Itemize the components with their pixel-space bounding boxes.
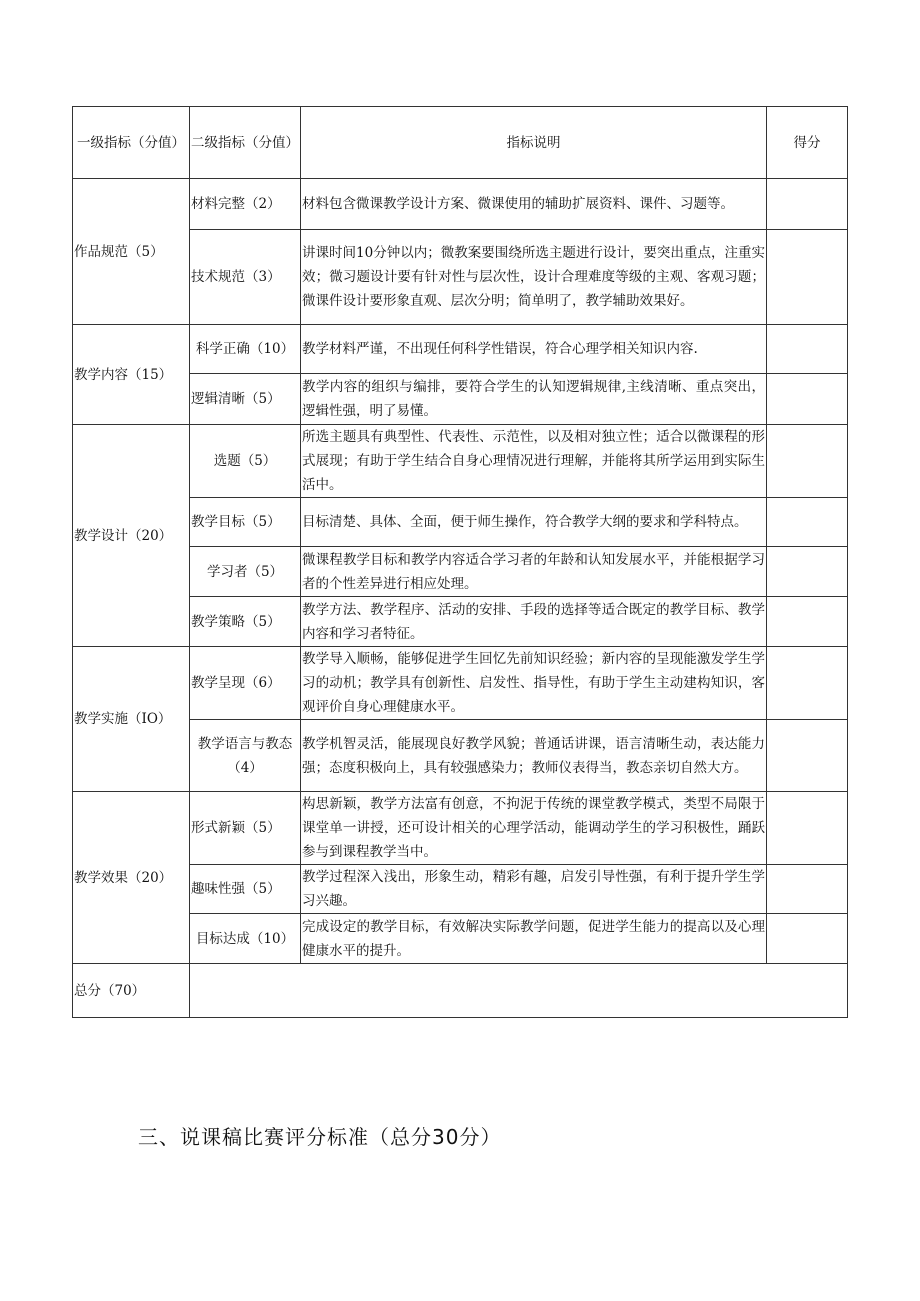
description-cell: 材料包含微课教学设计方案、微课使用的辅助扩展资料、课件、习题等。 [301,179,767,230]
header-score: 得分 [767,107,848,179]
score-input-cell[interactable] [767,597,848,647]
description-cell: 教学机智灵活，能展现良好教学风貌；普通话讲课，语言清晰生动，表达能力强；态度积极向上，具有较强感染力；教师仪表得当，教态亲切自然大方。 [301,720,767,792]
table-row [73,179,848,230]
description-cell: 目标清楚、具体、全面，便于师生操作，符合教学大纲的要求和学科特点。 [301,498,767,547]
level2-cell: 选题（5） [190,425,301,498]
score-input-cell[interactable] [767,374,848,425]
score-input-cell[interactable] [767,230,848,325]
score-input-cell[interactable] [767,792,848,865]
level2-cell: 技术规范（3） [190,230,301,325]
level1-cell: 教学实施（IO） [73,647,190,792]
description-cell: 教学方法、教学程序、活动的安排、手段的选择等适合既定的教学目标、教学内容和学习者特征。 [301,597,767,647]
level1-cell: 作品规范（5） [73,179,190,325]
level2-cell: 逻辑清晰（5） [190,374,301,425]
description-cell: 微课程教学目标和教学内容适合学习者的年龄和认知发展水平，并能根据学习者的个性差异进行相应处理。 [301,547,767,597]
score-input-cell[interactable] [767,914,848,964]
description-cell: 教学过程深入浅出，形象生动，精彩有趣，启发引导性强，有利于提升学生学习兴趣。 [301,865,767,914]
level2-cell: 教学策略（5） [190,597,301,647]
scoring-table [72,106,848,1018]
description-cell: 所选主题具有典型性、代表性、示范性，以及相对独立性；适合以微课程的形式展现；有助于学生结合自身心理情况进行理解，并能将其所学运用到实际生活中。 [301,425,767,498]
table-row [73,647,848,720]
header-level1: 一级指标（分值） [73,107,190,179]
level2-cell: 教学语言与教态（4） [190,720,301,792]
table-row [73,374,848,425]
level2-cell: 材料完整（2） [190,179,301,230]
score-input-cell[interactable] [767,425,848,498]
table-row [73,425,848,498]
level2-cell: 教学目标（5） [190,498,301,547]
score-input-cell[interactable] [767,547,848,597]
description-cell: 教学内容的组织与编排，要符合学生的认知逻辑规律,主线清晰、重点突出，逻辑性强，明了易懂。 [301,374,767,425]
total-label: 总分（70） [73,964,190,1018]
description-cell: 讲课时间10分钟以内；微教案要围绕所选主题进行设计，要突出重点，注重实效；微习题设计要有针对性与层次性，设计合理难度等级的主观、客观习题；微课件设计要形象直观、层次分明；简单明了，教学辅助效果好。 [301,230,767,325]
level2-cell: 教学呈现（6） [190,647,301,720]
header-row [73,107,848,179]
total-row [73,964,848,1018]
section-title: 三、说课稿比赛评分标准（总分30分） [138,1125,502,1149]
score-input-cell[interactable] [767,325,848,374]
table-row [73,597,848,647]
table-row [73,865,848,914]
level2-cell: 学习者（5） [190,547,301,597]
level1-cell: 教学内容（15） [73,325,190,425]
level2-cell: 目标达成（10） [190,914,301,964]
score-input-cell[interactable] [767,647,848,720]
level2-cell: 形式新颖（5） [190,792,301,865]
table-row [73,230,848,325]
description-cell: 构思新颖，教学方法富有创意，不拘泥于传统的课堂教学模式，类型不局限于课堂单一讲授，还可设计相关的心理学活动，能调动学生的学习积极性，踊跃参与到课程教学当中。 [301,792,767,865]
table-row [73,325,848,374]
description-cell: 教学材料严谨，不出现任何科学性错误，符合心理学相关知识内容. [301,325,767,374]
level1-cell: 教学效果（20） [73,792,190,964]
header-description: 指标说明 [301,107,767,179]
header-level2: 二级指标（分值） [190,107,301,179]
table-row [73,498,848,547]
score-input-cell[interactable] [767,179,848,230]
table-row [73,720,848,792]
level2-cell: 科学正确（10） [190,325,301,374]
description-cell: 完成设定的教学目标，有效解决实际教学问题，促进学生能力的提高以及心理健康水平的提升。 [301,914,767,964]
table-row [73,547,848,597]
description-cell: 教学导入顺畅，能够促进学生回忆先前知识经验；新内容的呈现能激发学生学习的动机；教学具有创新性、启发性、指导性，有助于学生主动建构知识，客观评价自身心理健康水平。 [301,647,767,720]
score-input-cell[interactable] [767,865,848,914]
table-row [73,792,848,865]
score-input-cell[interactable] [767,720,848,792]
level2-cell: 趣味性强（5） [190,865,301,914]
table-row [73,914,848,964]
total-score-cell[interactable] [190,964,848,1018]
level1-cell: 教学设计（20） [73,425,190,647]
score-input-cell[interactable] [767,498,848,547]
